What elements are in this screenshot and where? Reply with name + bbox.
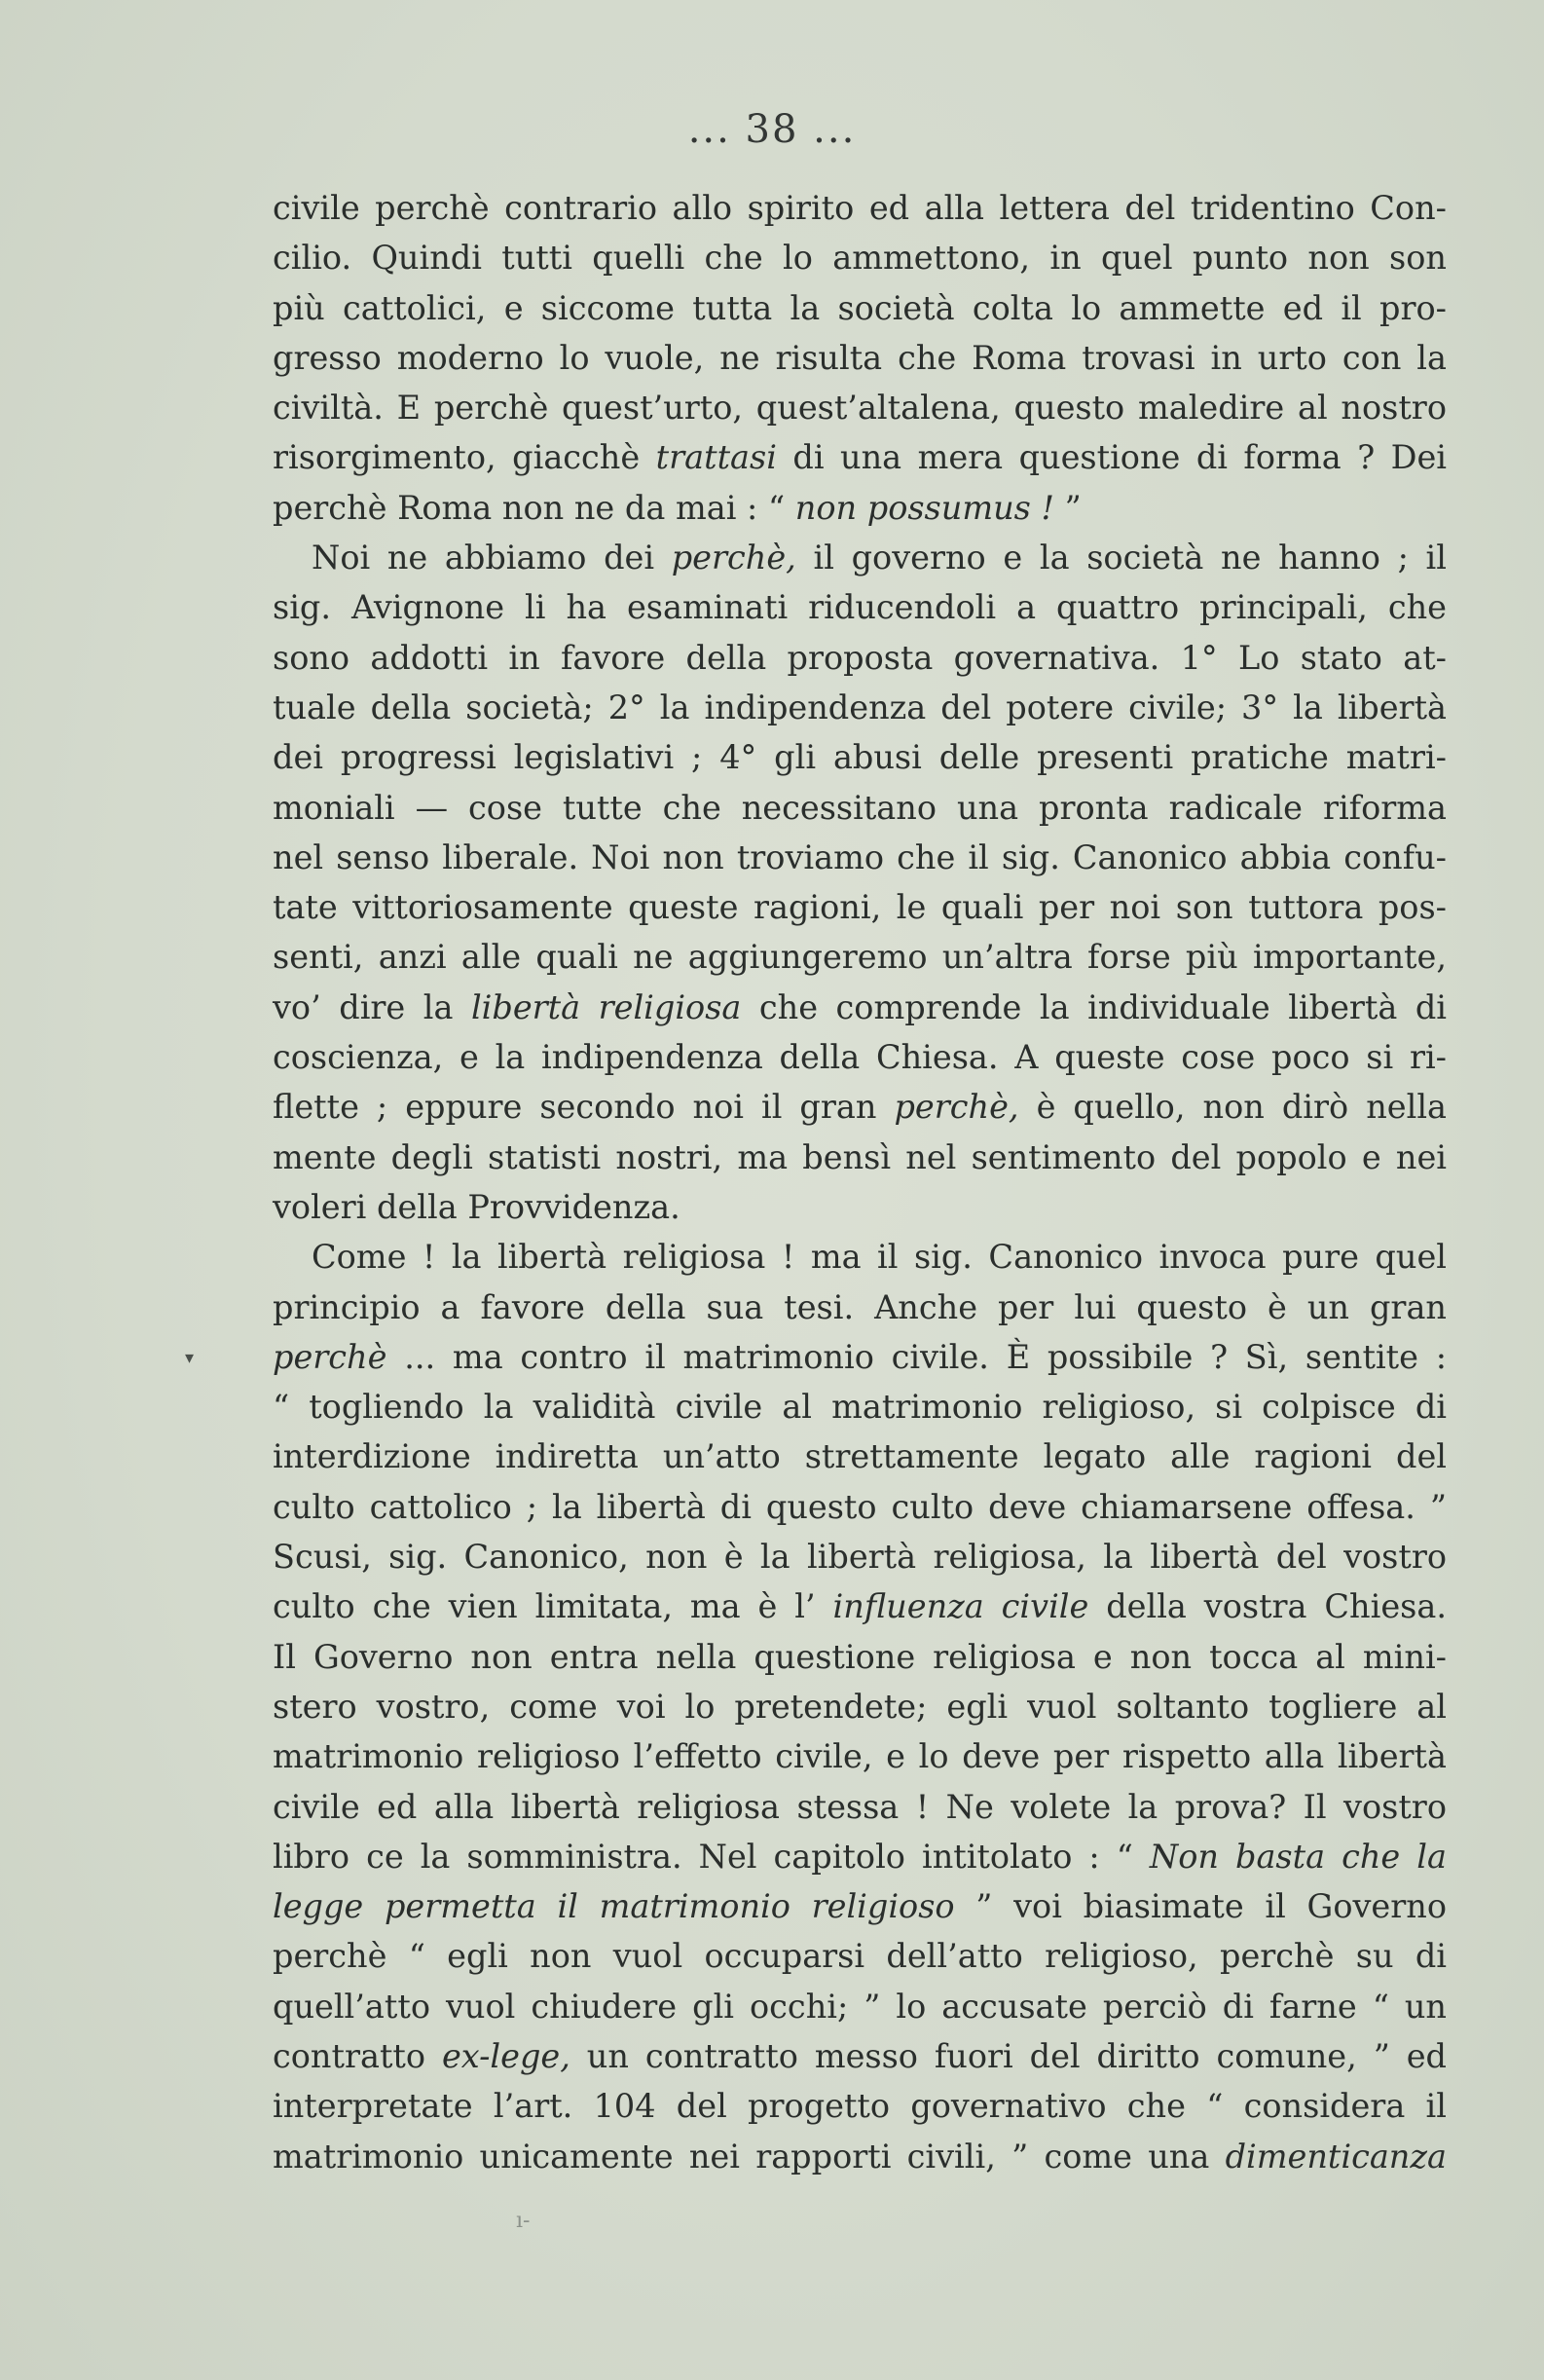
text-segment: civiltà. E perchè quest’urto, quest’altalena, questo maledire al nostro	[273, 389, 1447, 428]
text-line	[273, 1182, 1447, 1232]
text-segment: ” voi biasimate il Governo	[954, 1887, 1447, 1926]
text-segment: un contratto messo fuori del diritto comune, ” ed	[570, 2036, 1447, 2075]
text-line	[273, 1332, 1447, 1382]
italic-text: libertà religiosa	[470, 987, 742, 1026]
text-line	[273, 1232, 1447, 1282]
italic-text: Non basta che la	[1149, 1837, 1447, 1876]
text-line	[273, 1532, 1447, 1581]
italic-text: dimenticanza	[1225, 2137, 1447, 2175]
text-segment: principio a favore della sua tesi. Anche per lui questo è un gran	[273, 1287, 1447, 1326]
text-segment: risorgimento, giacchè	[273, 438, 656, 477]
text-line	[273, 1283, 1447, 1332]
text-segment: senti, anzi alle quali ne aggiungeremo un’altra forse più importante,	[273, 938, 1447, 977]
text-segment: contratto	[273, 2036, 442, 2075]
text-segment: civile ed alla libertà religiosa stessa ! Ne volete la prova? Il vostro	[273, 1787, 1447, 1826]
text-line	[273, 1082, 1447, 1132]
text-segment: ... ma contro il matrimonio civile. È possibile ? Sì, sentite :	[386, 1337, 1447, 1376]
text-segment: libro ce la somministra. Nel capitolo intitolato : “	[273, 1837, 1150, 1876]
text-line	[273, 432, 1447, 482]
text-line	[273, 333, 1447, 383]
text-line	[273, 1382, 1447, 1432]
text-segment: mente degli statisti nostri, ma bensì nel sentimento del popolo e nei	[273, 1137, 1447, 1176]
italic-text: trattasi	[655, 438, 777, 477]
text-segment: che comprende la individuale libertà di	[741, 987, 1448, 1026]
text-line	[273, 633, 1447, 683]
text-segment: dei progressi legislativi ; 4° gli abusi delle presenti pratiche matri-	[273, 738, 1447, 777]
text-line	[273, 1832, 1447, 1881]
text-line	[273, 833, 1447, 882]
text-segment: stero vostro, come voi lo pretendete; egli vuol soltanto togliere al	[273, 1687, 1447, 1726]
text-line	[273, 183, 1447, 233]
text-segment: “ togliendo la validità civile al matrimonio religioso, si colpisce di	[273, 1388, 1447, 1427]
text-line	[273, 1782, 1447, 1832]
text-segment: nel senso liberale. Noi non troviamo che il sig. Canonico abbia confu-	[273, 837, 1447, 876]
text-segment: è quello, non dirò nella	[1018, 1088, 1448, 1127]
text-segment: Il Governo non entra nella questione religiosa e non tocca al mini-	[273, 1637, 1447, 1676]
text-line	[273, 1632, 1447, 1682]
text-line	[273, 1432, 1447, 1481]
text-line	[273, 1581, 1447, 1631]
text-line	[273, 2031, 1447, 2081]
text-segment: ”	[1053, 488, 1082, 527]
text-line	[273, 2132, 1447, 2181]
text-segment: perchè Roma non ne da mai : “	[273, 488, 795, 527]
text-segment: della vostra Chiesa.	[1088, 1587, 1447, 1626]
text-segment: più cattolici, e siccome tutta la società colta lo ammette ed il pro-	[273, 288, 1447, 327]
text-line	[273, 483, 1447, 533]
text-segment: il governo e la società ne hanno ; il	[795, 539, 1447, 577]
text-line	[273, 383, 1447, 432]
text-line	[273, 783, 1447, 833]
text-line	[273, 283, 1447, 333]
text-segment: culto che vien limitata, ma è l’	[273, 1587, 833, 1626]
text-segment: sig. Avignone li ha esaminati riducendoli a quattro principali, che	[273, 588, 1447, 627]
text-line	[273, 1682, 1447, 1731]
text-line	[273, 582, 1447, 632]
text-line	[273, 1133, 1447, 1182]
text-segment: tuale della società; 2° la indipendenza del potere civile; 3° la libertà	[273, 688, 1447, 726]
text-segment: matrimonio unicamente nei rapporti civili, ” come una	[273, 2137, 1226, 2175]
text-segment: tate vittoriosamente queste ragioni, le quali per noi son tuttora pos-	[273, 888, 1447, 927]
italic-text: influenza civile	[832, 1587, 1089, 1626]
text-segment: gresso moderno lo vuole, ne risulta che Roma trovasi in urto con la	[273, 338, 1447, 377]
text-segment: interdizione indiretta un’atto strettamente legato alle ragioni del	[273, 1437, 1447, 1476]
text-segment: cilio. Quindi tutti quelli che lo ammettono, in quel punto non son	[273, 239, 1447, 278]
text-line	[273, 932, 1447, 982]
foot-mark: ı-	[516, 2209, 531, 2233]
text-line	[273, 1482, 1447, 1532]
italic-text: perchè	[273, 1337, 387, 1376]
italic-text: legge permetta il matrimonio religioso	[273, 1887, 955, 1926]
text-segment: perchè “ egli non vuol occuparsi dell’atto religioso, perchè su di	[273, 1937, 1447, 1976]
italic-text: perchè,	[894, 1088, 1019, 1127]
text-segment: matrimonio religioso l’effetto civile, e lo deve per rispetto alla libertà	[273, 1737, 1447, 1776]
italic-text: ex-lege,	[441, 2036, 570, 2075]
text-line	[273, 1931, 1447, 1981]
text-line	[273, 983, 1447, 1032]
text-line	[273, 1731, 1447, 1781]
text-segment: sono addotti in favore della proposta governativa. 1° Lo stato at-	[273, 638, 1447, 677]
italic-text: perchè,	[671, 539, 796, 577]
text-line	[273, 533, 1447, 582]
text-segment: civile perchè contrario allo spirito ed alla lettera del tridentino Con-	[273, 189, 1447, 227]
text-line	[273, 2081, 1447, 2131]
text-segment: vo’ dire la	[273, 987, 471, 1026]
text-segment: Scusi, sig. Canonico, non è la libertà religiosa, la libertà del vostro	[273, 1538, 1447, 1577]
text-segment: interpretate l’art. 104 del progetto governativo che “ considera il	[273, 2087, 1447, 2126]
text-line	[273, 683, 1447, 732]
text-line	[273, 882, 1447, 932]
italic-text: non possumus !	[794, 488, 1054, 527]
text-segment: quell’atto vuol chiudere gli occhi; ” lo accusate perciò di farne “ un	[273, 1987, 1447, 2026]
text-line	[273, 1982, 1447, 2031]
text-segment: voleri della Provvidenza.	[273, 1187, 680, 1226]
margin-mark: ▾	[185, 1348, 195, 1368]
text-line	[273, 1881, 1447, 1931]
text-segment: flette ; eppure secondo noi il gran	[273, 1088, 895, 1127]
page-number: ... 38 ...	[687, 107, 857, 152]
text-segment: Come ! la libertà religiosa ! ma il sig. Canonico invoca pure quel	[312, 1238, 1447, 1277]
body-text	[273, 183, 1447, 2181]
text-segment: coscienza, e la indipendenza della Chiesa. A queste cose poco si ri-	[273, 1038, 1447, 1077]
text-segment: moniali — cose tutte che necessitano una pronta radicale riforma	[273, 788, 1447, 827]
text-segment: di una mera questione di forma ? Dei	[776, 438, 1448, 477]
text-segment: Noi ne abbiamo dei	[312, 539, 672, 577]
text-segment: culto cattolico ; la libertà di questo culto deve chiamarsene offesa. ”	[273, 1487, 1447, 1526]
text-line	[273, 233, 1447, 282]
text-line	[273, 732, 1447, 782]
text-line	[273, 1032, 1447, 1082]
